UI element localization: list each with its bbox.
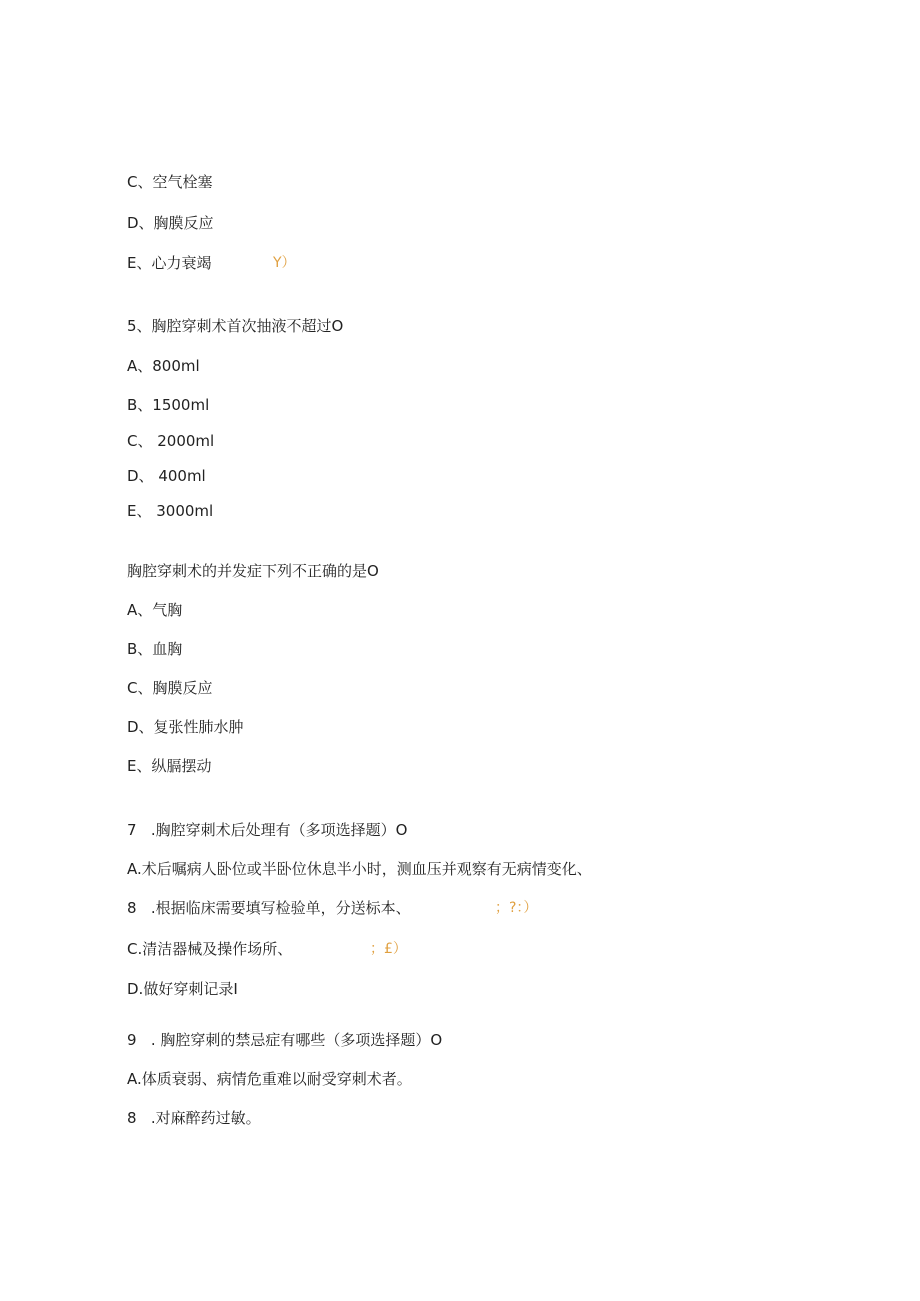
option-d-reexpansion-edema: D、复张性肺水肿 [127,718,244,736]
answer-mark: Y） [273,255,296,271]
option-d-pleural-reaction: D、胸膜反应 [127,214,214,232]
option-c-air-embolism: C、空气栓塞 [127,173,213,191]
question-7: 7 .胸腔穿刺术后处理有（多项选择题）O [127,821,408,839]
option-d-400ml: D、 400ml [127,467,206,485]
question-5: 5、胸腔穿刺术首次抽液不超过O [127,317,344,335]
option-e-mediastinal-flutter: E、纵膈摆动 [127,757,212,775]
option-a-800ml: A、800ml [127,357,200,375]
option-e-heart-failure: E、心力衰竭 Y） [127,254,296,272]
option-c-clean-instruments: C.清洁器械及操作场所、 ；£） [127,940,407,958]
question-9: 9 . 胸腔穿刺的禁忌症有哪些（多项选择题）O [127,1031,443,1049]
option-a-post-rest: A.术后嘱病人卧位或半卧位休息半小时，测血压并观察有无病情变化、 [127,860,592,878]
option-e-3000ml: E、 3000ml [127,502,214,520]
option-b-anesthetic-allergy: 8 .对麻醉药过敏。 [127,1109,261,1127]
answer-mark: ；?：） [495,900,538,916]
option-a-pneumothorax: A、气胸 [127,601,183,619]
answer-mark: ；£） [370,941,407,957]
option-a-weak-patient: A.体质衰弱、病情危重难以耐受穿刺术者。 [127,1070,412,1088]
option-b-lab-forms: 8 .根据临床需要填写检验单，分送标本、 ；?：） [127,899,538,917]
option-c-pleural-reaction: C、胸膜反应 [127,679,213,697]
option-d-records: D.做好穿刺记录I [127,980,238,998]
question-6: 胸腔穿刺术的并发症下列不正确的是O [127,562,379,580]
option-b-1500ml: B、1500ml [127,396,210,414]
option-b-hemothorax: B、血胸 [127,640,183,658]
option-c-2000ml: C、 2000ml [127,432,215,450]
